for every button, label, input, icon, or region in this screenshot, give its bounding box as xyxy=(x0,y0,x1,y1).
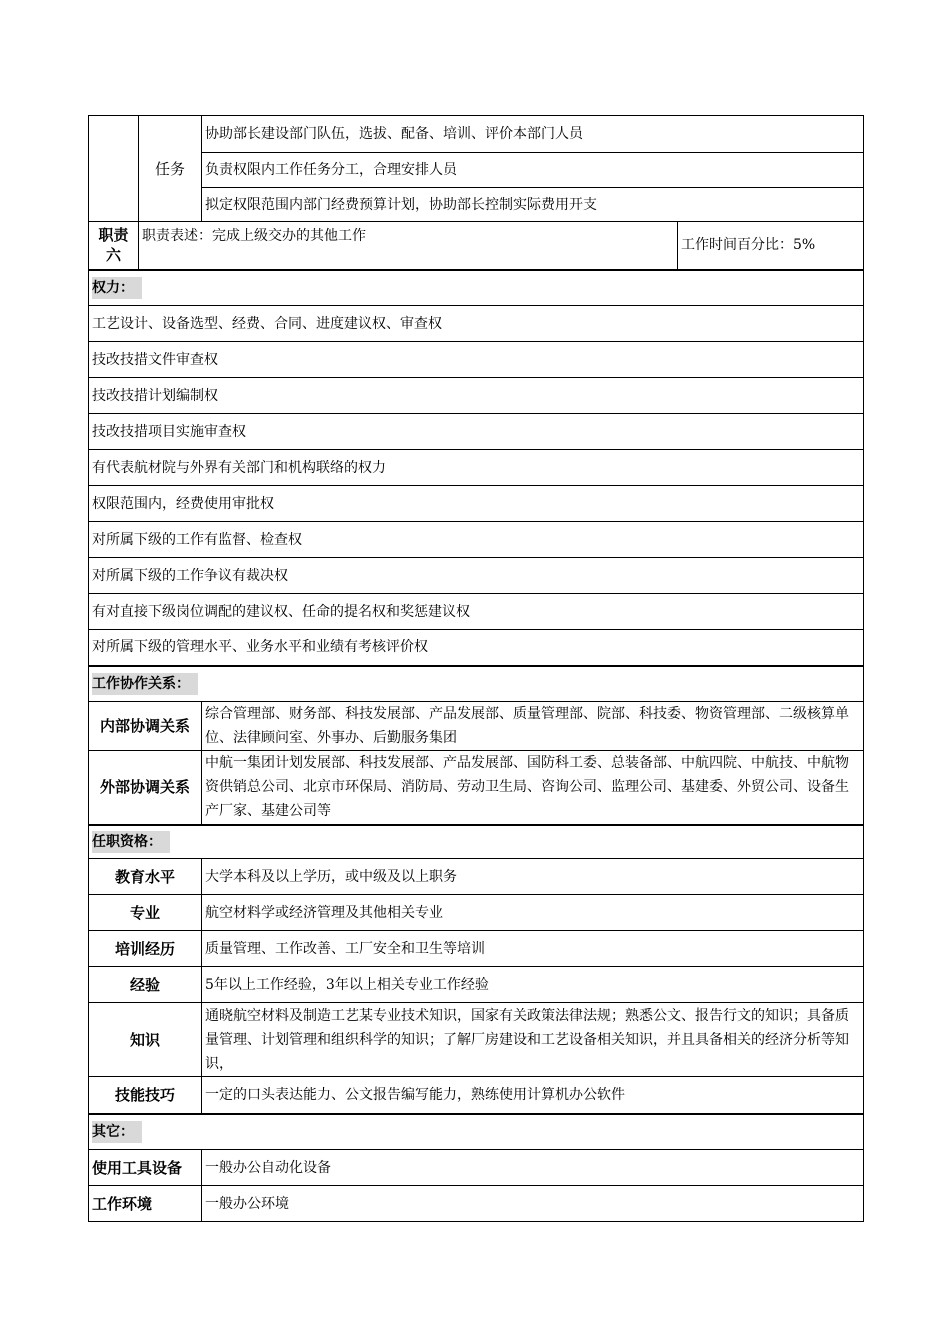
qualification-text: 一定的口头表达能力、公文报告编写能力，熟练使用计算机办公软件 xyxy=(202,1077,864,1114)
qualification-label: 经验 xyxy=(89,967,202,1003)
authority-item: 技改技措项目实施审查权 xyxy=(89,414,864,450)
authority-item: 有对直接下级岗位调配的建议权、任命的提名权和奖惩建议权 xyxy=(89,594,864,630)
external-relations-row xyxy=(89,751,864,825)
task-item: 负责权限内工作任务分工，合理安排人员 xyxy=(202,153,864,188)
external-relations-label: 外部协调关系 xyxy=(89,751,202,825)
job-description-page xyxy=(88,115,863,1222)
authority-item: 对所属下级的工作争议有裁决权 xyxy=(89,558,864,594)
duty-label-line2: 六 xyxy=(105,246,121,265)
qualification-text: 质量管理、工作改善、工厂安全和卫生等培训 xyxy=(202,931,864,967)
duty-six-label xyxy=(89,222,139,270)
relations-header-row xyxy=(89,666,864,702)
duty-label-line1: 职责 xyxy=(98,226,129,245)
others-text: 一般办公环境 xyxy=(202,1186,864,1222)
others-header-row xyxy=(89,1114,864,1150)
authority-title: 权力： xyxy=(92,277,142,299)
authority-row xyxy=(89,594,864,630)
authority-item: 技改技措计划编制权 xyxy=(89,378,864,414)
authority-row xyxy=(89,342,864,378)
authority-header-row xyxy=(89,270,864,306)
task-item: 拟定权限范围内部门经费预算计划，协助部长控制实际费用开支 xyxy=(202,188,864,222)
qualification-row xyxy=(89,859,864,895)
authority-item: 技改技措文件审查权 xyxy=(89,342,864,378)
authority-item: 权限范围内，经费使用审批权 xyxy=(89,486,864,522)
task-row xyxy=(89,153,864,188)
external-relations-text: 中航一集团计划发展部、科技发展部、产品发展部、国防科工委、总装备部、中航四院、中航技、中航物资供销总公司、北京市环保局、消防局、劳动卫生局、咨询公司、监理公司、基建委、外贸公司、设备生产厂家、基建公司等 xyxy=(202,751,864,825)
duty-six-row xyxy=(89,222,864,270)
authority-row xyxy=(89,522,864,558)
authority-item: 工艺设计、设备选型、经费、合同、进度建议权、审查权 xyxy=(89,306,864,342)
qualification-row xyxy=(89,931,864,967)
others-row xyxy=(89,1150,864,1186)
job-description-table xyxy=(88,115,864,1222)
qualification-label: 教育水平 xyxy=(89,859,202,895)
qualification-text: 航空材料学或经济管理及其他相关专业 xyxy=(202,895,864,931)
qualification-label: 知识 xyxy=(89,1003,202,1077)
qualification-row xyxy=(89,967,864,1003)
task-item: 协助部长建设部门队伍，选拔、配备、培训、评价本部门人员 xyxy=(202,116,864,153)
qualification-label: 专业 xyxy=(89,895,202,931)
others-title: 其它： xyxy=(92,1121,142,1143)
task-group-cell xyxy=(89,116,139,222)
authority-row xyxy=(89,558,864,594)
authority-row xyxy=(89,486,864,522)
qualifications-header-row xyxy=(89,825,864,859)
internal-relations-text: 综合管理部、财务部、科技发展部、产品发展部、质量管理部、院部、科技委、物资管理部、二级核算单位、法律顾问室、外事办、后勤服务集团 xyxy=(202,702,864,751)
authority-item: 对所属下级的管理水平、业务水平和业绩有考核评价权 xyxy=(89,630,864,666)
time-percent: 工作时间百分比：5% xyxy=(678,222,864,270)
task-row xyxy=(89,116,864,153)
authority-row xyxy=(89,378,864,414)
task-label: 任务 xyxy=(139,116,202,222)
others-row xyxy=(89,1186,864,1222)
qualification-text: 通晓航空材料及制造工艺某专业技术知识，国家有关政策法律法规；熟悉公文、报告行文的知识；具备质量管理、计划管理和组织科学的知识；了解厂房建设和工艺设备相关知识，并且具备相关的经济分析等知识， xyxy=(202,1003,864,1077)
authority-row xyxy=(89,414,864,450)
others-label: 使用工具设备 xyxy=(89,1150,202,1186)
qualification-label: 技能技巧 xyxy=(89,1077,202,1114)
others-text: 一般办公自动化设备 xyxy=(202,1150,864,1186)
authority-item: 对所属下级的工作有监督、检查权 xyxy=(89,522,864,558)
relations-title: 工作协作关系： xyxy=(92,673,198,695)
duty-description: 职责表述：完成上级交办的其他工作 xyxy=(139,222,678,270)
authority-row xyxy=(89,306,864,342)
qualification-row xyxy=(89,895,864,931)
qualification-label: 培训经历 xyxy=(89,931,202,967)
internal-relations-label: 内部协调关系 xyxy=(89,702,202,751)
qualification-text: 大学本科及以上学历，或中级及以上职务 xyxy=(202,859,864,895)
authority-row xyxy=(89,630,864,666)
qualifications-title: 任职资格： xyxy=(92,831,170,853)
authority-row xyxy=(89,450,864,486)
others-label: 工作环境 xyxy=(89,1186,202,1222)
qualification-row xyxy=(89,1003,864,1077)
qualification-text: 5年以上工作经验，3年以上相关专业工作经验 xyxy=(202,967,864,1003)
authority-item: 有代表航材院与外界有关部门和机构联络的权力 xyxy=(89,450,864,486)
qualification-row xyxy=(89,1077,864,1114)
task-row xyxy=(89,188,864,222)
internal-relations-row xyxy=(89,702,864,751)
